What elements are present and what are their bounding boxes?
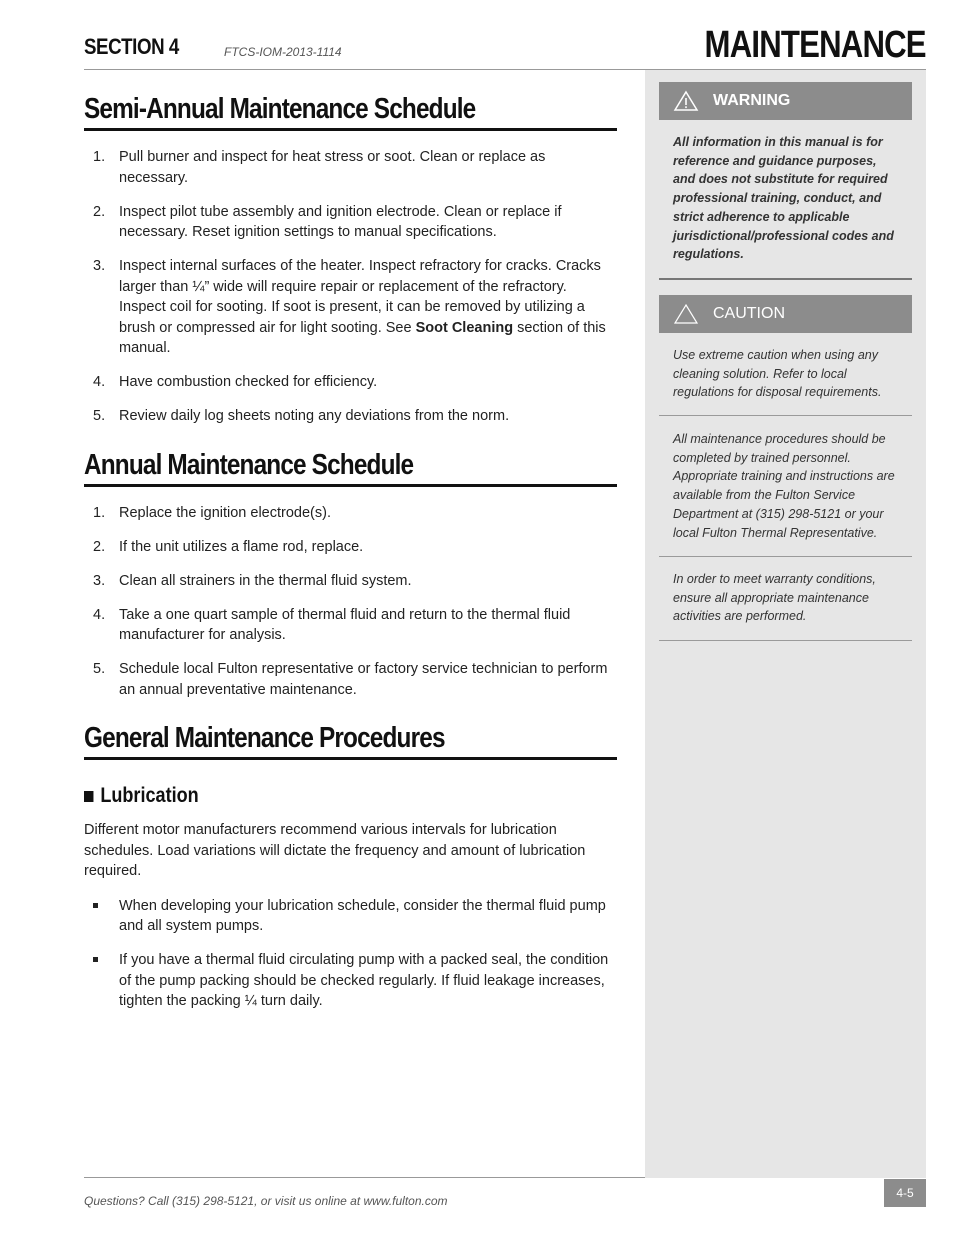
divider [659,278,912,280]
general-heading: General Maintenance Procedures [84,722,445,754]
caution-label: CAUTION [713,305,785,322]
soot-cleaning-reference: Soot Cleaning [415,319,514,336]
list-item: 5. Schedule local Fulton representative or factory service technician to perform an annual preventative maintenance. [93,661,608,698]
list-item: 3. Clean all strainers in the thermal fluid system. [93,572,412,589]
footer-divider [84,1177,645,1178]
main-content [84,70,617,1025]
square-bullet-icon [84,791,93,802]
general-heading-block [84,722,617,760]
caution-icon [673,303,699,325]
list-item: 4. Have combustion checked for efficiency. [93,374,378,390]
footer-contact: Questions? Call (315) 298-5121, or visit us online at www.fulton.com [84,1194,448,1208]
warning-icon [673,90,699,112]
semi-annual-heading-block [84,93,617,131]
section-label: SECTION 4 [84,34,179,59]
training-note: All maintenance procedures should be completed by trained personnel. Appropriate training and instructions are available from the Fulton Service Department at (315) 298-5121 or your local Fulton Thermal Representative. [673,432,895,540]
list-item: When developing your lubrication schedule, consider the thermal fluid pump and all system pumps. [84,896,617,937]
warning-banner [659,82,912,120]
page-header [84,24,926,70]
divider [659,556,912,557]
lubrication-intro: Different motor manufacturers recommend various intervals for lubrication schedules. Load variations will dictate the frequency and amount of lubrication required. [84,822,586,879]
caution-banner [659,295,912,333]
semi-annual-heading: Semi-Annual Maintenance Schedule [84,93,476,125]
warning-text: All information in this manual is for reference and guidance purposes, and does not substitute for required professional training, conduct, and strict adherence to applicable jurisdictional/professional codes and regulations. [673,135,894,262]
annual-heading-block [84,449,617,487]
page-title: MAINTENANCE [704,24,926,66]
warranty-note: In order to meet warranty conditions, ensure all appropriate maintenance activities are performed. [673,572,876,624]
divider [659,640,912,641]
list-item: 1. Replace the ignition electrode(s). [93,504,331,521]
list-item: 1. Pull burner and inspect for heat stress or soot. Clean or replace as necessary. [93,149,546,186]
annual-list [84,503,617,701]
list-item: 4. Take a one quart sample of thermal fluid and return to the thermal fluid manufacturer for analysis. [93,606,571,643]
list-item: 2. If the unit utilizes a flame rod, replace. [93,538,364,555]
lubrication-heading: Lubrication [84,784,542,808]
list-item: 2. Inspect pilot tube assembly and ignition electrode. Clean or replace if necessary. Reset ignition settings to manual specifications. [93,203,562,240]
caution-text: Use extreme caution when using any cleaning solution. Refer to local regulations for disposal requirements. [673,348,882,400]
divider [659,415,912,416]
warning-label: WARNING [713,92,791,109]
annual-heading: Annual Maintenance Schedule [84,448,414,481]
bullet-icon [93,957,98,962]
list-item: 5. Review daily log sheets noting any deviations from the norm. [93,408,510,424]
page-number: 4-5 [884,1179,926,1207]
bullet-icon [93,903,98,908]
list-item: 3. Inspect internal surfaces of the heater. Inspect refractory for cracks. Cracks larger than ¼” wide will require repair or replacement of the refractory. Inspect coil for sooting. If soot is present, it can be removed by utilizing a brush or compressed air for light sooting. See Soot Cleaning section of this manual. [93,258,606,356]
document-id: FTCS-IOM-2013-1114 [224,45,342,59]
list-item: If you have a thermal fluid circulating pump with a packed seal, the condition of the pump packing should be checked regularly. If fluid leakage increases, tighten the packing ¼ turn daily. [84,950,617,1012]
semi-annual-list [84,147,617,427]
lubrication-bullets [84,896,617,1012]
